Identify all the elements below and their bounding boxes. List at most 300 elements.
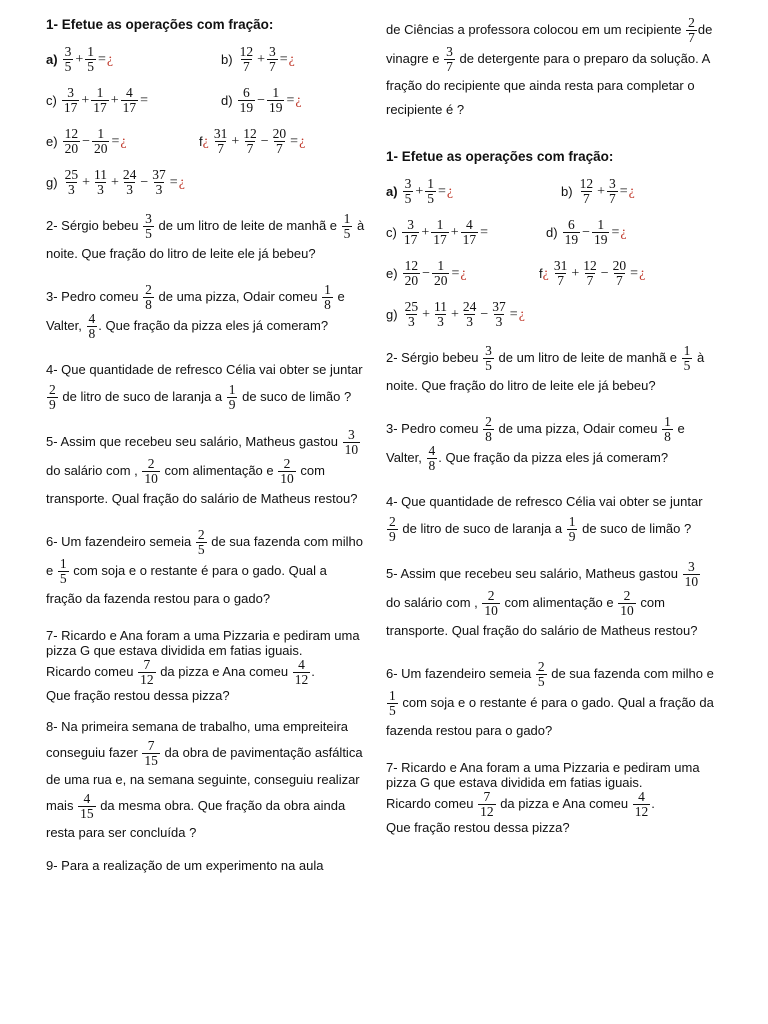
numerator: 3: [404, 176, 412, 191]
denominator: 15: [80, 806, 94, 821]
numerator: 3: [64, 44, 72, 59]
item-label: c): [386, 225, 397, 240]
question-text: Que fração restou dessa pizza?: [386, 820, 570, 835]
denominator: 8: [428, 458, 436, 473]
question-text: de uma pizza, Odair comeu: [158, 288, 318, 304]
question-text: 5- Assim que recebeu seu salário, Matheus gastou: [386, 565, 678, 581]
question-text: de litro de suco de laranja a: [62, 388, 223, 404]
denominator: 7: [557, 273, 564, 288]
question-7: [46, 628, 366, 705]
numerator: 24: [122, 167, 137, 182]
item-label: b): [561, 184, 573, 199]
fraction: [293, 658, 311, 687]
fraction: [403, 300, 421, 329]
question-text: 7- Ricardo e Ana foram a uma Pizzaria e pediram uma pizza G que estava dividida em fatias iguais.: [46, 628, 360, 658]
denominator: 20: [404, 273, 419, 288]
numerator: 1: [568, 514, 576, 529]
item-label: e): [386, 266, 398, 281]
operations-row: [386, 217, 716, 248]
denominator: 7: [616, 273, 623, 288]
question-text: .: [651, 795, 655, 811]
item-label: a): [386, 184, 398, 199]
missing-glyph: ¿: [446, 183, 454, 199]
equals-sign: =: [286, 92, 295, 108]
question-text: com transporte. Qual fração do salário de Matheus restou?: [46, 462, 358, 506]
fraction: [425, 177, 436, 206]
question-text: de um litro de leite de manhã e: [498, 349, 678, 365]
missing-glyph: ¿: [106, 51, 114, 67]
fraction: [121, 86, 139, 115]
operation-c: [386, 218, 546, 247]
missing-glyph: ¿: [120, 133, 127, 149]
fraction: [150, 168, 168, 197]
fraction: [403, 259, 421, 288]
denominator: 7: [586, 273, 594, 288]
denominator: 10: [344, 442, 359, 457]
equals-sign: =: [279, 51, 288, 67]
question-text: de uma pizza, Odair comeu: [498, 420, 658, 436]
fraction: [431, 218, 449, 247]
equals-sign: =: [480, 224, 489, 240]
question-7: [386, 760, 716, 837]
denominator: 5: [404, 191, 412, 206]
fraction: [662, 415, 673, 444]
denominator: 5: [197, 542, 205, 557]
question-text: do salário com ,: [386, 594, 478, 610]
plus-sign: +: [597, 183, 605, 199]
operations-list: [46, 44, 366, 198]
question-text: de Ciências a professora colocou em um recipiente: [386, 21, 682, 37]
equals-sign: =: [111, 133, 120, 149]
question-4: [386, 489, 716, 544]
missing-glyph: ¿: [288, 51, 295, 67]
fraction: [432, 259, 450, 288]
numerator: 2: [487, 588, 495, 603]
minus-sign: −: [582, 224, 590, 240]
numerator: 11: [93, 167, 107, 182]
fraction: [581, 259, 599, 288]
numerator: 4: [466, 217, 473, 232]
fraction: [482, 589, 500, 618]
fraction: [143, 212, 154, 241]
question-6: [46, 528, 366, 612]
question-5: [46, 428, 366, 512]
denominator: 17: [93, 100, 107, 115]
numerator: 25: [404, 299, 419, 314]
denominator: 17: [122, 100, 137, 115]
right-column: [386, 16, 716, 847]
plus-sign: +: [571, 265, 580, 281]
question-text: e Valter,: [46, 288, 345, 333]
denominator: 9: [49, 397, 56, 412]
fraction: [142, 739, 160, 768]
question-text: 4- Que quantidade de refresco Célia vai obter se juntar: [386, 494, 703, 509]
item-label: d): [546, 225, 558, 240]
question-5: [386, 560, 716, 644]
fraction: [342, 212, 353, 241]
numerator: 3: [446, 44, 453, 59]
item-label: a): [46, 52, 58, 67]
denominator: 5: [683, 358, 691, 373]
denominator: 12: [480, 804, 494, 819]
denominator: 8: [485, 429, 492, 444]
denominator: 5: [343, 226, 351, 241]
numerator: 37: [152, 167, 166, 182]
numerator: 12: [583, 258, 597, 273]
fraction: [238, 45, 256, 74]
denominator: 3: [495, 314, 503, 329]
numerator: 7: [483, 789, 491, 804]
question-9-continued: [386, 16, 716, 122]
fraction: [490, 300, 508, 329]
question-text: . Que fração da pizza eles já comeram?: [438, 449, 669, 465]
denominator: 8: [88, 326, 96, 341]
fraction: [432, 300, 449, 329]
denominator: 12: [294, 672, 309, 687]
denominator: 10: [280, 471, 294, 486]
question-text: de detergente para o preparo da solução. A fração do recipiente que ainda resta para completar o recipiente é ?: [386, 50, 710, 117]
denominator: 3: [67, 182, 75, 197]
fraction: [92, 168, 109, 197]
numerator: 12: [579, 176, 594, 191]
denominator: 20: [93, 141, 108, 156]
denominator: 20: [433, 273, 448, 288]
question-3: [46, 283, 366, 341]
fraction: [552, 259, 570, 288]
question-text: com soja e o restante é para o gado. Qual a fração da fazenda restou para o gado?: [46, 562, 327, 606]
minus-sign: −: [260, 133, 269, 149]
question-text: de suco de limão ?: [582, 520, 692, 536]
plus-sign: +: [82, 174, 90, 190]
denominator: 9: [389, 529, 396, 544]
numerator: 1: [389, 688, 396, 703]
numerator: 7: [143, 657, 151, 672]
numerator: 1: [87, 44, 94, 59]
numerator: 1: [664, 414, 671, 429]
question-text: de sua fazenda com milho e: [551, 665, 714, 681]
denominator: 12: [634, 804, 649, 819]
equals-sign: =: [97, 51, 106, 67]
denominator: 7: [246, 141, 254, 156]
numerator: 12: [239, 44, 254, 59]
question-text: de litro de suco de laranja a: [402, 520, 563, 536]
fraction: [322, 283, 333, 312]
denominator: 5: [427, 191, 434, 206]
fraction: [63, 127, 81, 156]
denominator: 7: [242, 59, 250, 74]
question-text: com transporte. Qual fração do salário de Matheus restou?: [386, 594, 698, 638]
numerator: 4: [126, 85, 133, 100]
question-text: da mesma obra. Que fração da obra ainda resta para ser concluída ?: [46, 797, 346, 840]
plus-sign: +: [75, 51, 84, 67]
question-2: [386, 344, 716, 399]
question-8: [46, 715, 366, 845]
numerator: 1: [683, 343, 691, 358]
fraction: [343, 428, 361, 457]
item-label: f: [539, 266, 543, 281]
minus-sign: −: [257, 92, 265, 108]
equals-sign: =: [451, 265, 460, 281]
equals-sign: =: [290, 133, 299, 149]
fraction: [58, 557, 69, 586]
denominator: 5: [64, 59, 72, 74]
missing-glyph: ¿: [639, 265, 646, 281]
question-text: 7- Ricardo e Ana foram a uma Pizzaria e pediram uma pizza G que estava dividida em fatias iguais.: [386, 760, 700, 790]
fraction: [387, 689, 398, 718]
fraction: [62, 86, 80, 115]
operations-row: [46, 85, 366, 116]
operation-g: [46, 168, 185, 197]
question-text: Que fração restou dessa pizza?: [46, 688, 230, 703]
denominator: 19: [239, 100, 254, 115]
equals-sign: =: [437, 183, 446, 199]
fraction: [478, 790, 496, 819]
denominator: 19: [268, 100, 283, 115]
fraction: [238, 86, 256, 115]
denominator: 10: [684, 574, 699, 589]
item-label: g): [386, 307, 398, 322]
fraction: [121, 168, 139, 197]
fraction: [271, 127, 289, 156]
missing-glyph: ¿: [299, 133, 306, 149]
operations-row: [46, 167, 366, 198]
numerator: 1: [597, 217, 605, 232]
equals-sign: =: [509, 306, 518, 322]
fraction: [387, 515, 398, 544]
denominator: 8: [664, 429, 671, 444]
plus-sign: +: [422, 306, 430, 322]
numerator: 1: [59, 556, 67, 571]
question-text: Ricardo comeu: [386, 795, 474, 811]
missing-glyph: ¿: [178, 174, 185, 190]
fraction: [143, 283, 154, 312]
numerator: 2: [147, 456, 155, 471]
operation-g: [386, 300, 525, 329]
fraction: [63, 168, 81, 197]
question-text: 2- Sérgio bebeu: [46, 217, 139, 233]
question-text: .: [311, 663, 315, 679]
plus-sign: +: [231, 133, 240, 149]
numerator: 2: [485, 414, 492, 429]
fraction: [142, 457, 160, 486]
fraction: [212, 127, 230, 156]
numerator: 11: [433, 299, 447, 314]
fraction: [578, 177, 596, 206]
plus-sign: +: [257, 51, 265, 67]
fraction: [633, 790, 651, 819]
numerator: 1: [228, 382, 236, 397]
denominator: 5: [485, 358, 492, 373]
denominator: 3: [407, 314, 415, 329]
denominator: 7: [582, 191, 590, 206]
fraction: [227, 383, 238, 412]
operations-row: [386, 176, 716, 207]
numerator: 2: [389, 514, 396, 529]
question-text: com alimentação e: [504, 594, 614, 610]
numerator: 1: [324, 282, 331, 297]
denominator: 17: [433, 232, 447, 247]
fraction: [241, 127, 259, 156]
denominator: 7: [688, 30, 695, 45]
fraction: [278, 457, 296, 486]
fraction: [267, 45, 278, 74]
operations-list: [386, 176, 716, 330]
numerator: 3: [485, 343, 492, 358]
numerator: 1: [272, 85, 280, 100]
operation-e: [386, 259, 539, 288]
numerator: 6: [567, 217, 575, 232]
numerator: 2: [537, 659, 545, 674]
numerator: 1: [436, 217, 444, 232]
denominator: 19: [564, 232, 579, 247]
equals-sign: =: [630, 265, 639, 281]
denominator: 7: [276, 141, 283, 156]
question-text: do salário com ,: [46, 462, 138, 478]
denominator: 17: [403, 232, 418, 247]
denominator: 10: [484, 603, 498, 618]
question-text: 6- Um fazendeiro semeia: [46, 533, 192, 549]
numerator: 2: [623, 588, 631, 603]
fraction: [402, 218, 420, 247]
question-text: e Valter,: [386, 420, 685, 465]
denominator: 9: [228, 397, 236, 412]
operation-b: [221, 45, 295, 74]
fraction: [483, 344, 494, 373]
item-label: b): [221, 52, 233, 67]
fraction: [611, 259, 629, 288]
fraction: [592, 218, 610, 247]
minus-sign: −: [600, 265, 609, 281]
question-text: de sua fazenda com milho e: [46, 533, 363, 578]
fraction: [563, 218, 581, 247]
denominator: 5: [389, 703, 396, 718]
question-2: [46, 212, 366, 267]
section-title: 1- Efetue as operações com fração:: [386, 149, 614, 164]
fraction: [461, 218, 479, 247]
numerator: 1: [343, 211, 351, 226]
minus-sign: −: [422, 265, 430, 281]
denominator: 9: [568, 529, 576, 544]
numerator: 3: [608, 176, 616, 191]
fraction: [686, 16, 697, 45]
missing-glyph: ¿: [202, 133, 209, 149]
fraction: [47, 383, 58, 412]
denominator: 3: [126, 182, 133, 197]
denominator: 7: [268, 59, 276, 74]
denominator: 12: [140, 672, 154, 687]
numerator: 3: [347, 427, 355, 442]
operation-c: [46, 86, 221, 115]
equals-sign: =: [619, 183, 628, 199]
question-text: Ricardo comeu: [46, 663, 134, 679]
denominator: 5: [59, 571, 67, 586]
numerator: 4: [83, 791, 91, 806]
numerator: 4: [428, 443, 436, 458]
plus-sign: +: [81, 92, 90, 108]
missing-glyph: ¿: [628, 183, 635, 199]
fraction: [618, 589, 636, 618]
fraction: [683, 560, 701, 589]
fraction: [536, 660, 547, 689]
numerator: 24: [462, 299, 477, 314]
missing-glyph: ¿: [460, 265, 467, 281]
numerator: 31: [213, 126, 228, 141]
fraction: [682, 344, 693, 373]
plus-sign: +: [450, 306, 459, 322]
numerator: 4: [298, 657, 305, 672]
operation-d: [221, 86, 302, 115]
plus-sign: +: [110, 174, 119, 190]
denominator: 10: [144, 471, 158, 486]
fraction: [567, 515, 578, 544]
numerator: 12: [64, 126, 79, 141]
question-text: 6- Um fazendeiro semeia: [386, 665, 532, 681]
numerator: 25: [64, 167, 79, 182]
question-text: 9- Para a realização de um experimento na aula: [46, 858, 324, 873]
fraction: [444, 45, 455, 74]
denominator: 15: [144, 753, 158, 768]
item-label: c): [46, 93, 57, 108]
numerator: 6: [242, 85, 250, 100]
operation-f: [539, 259, 645, 288]
plus-sign: +: [415, 183, 424, 199]
numerator: 31: [553, 258, 568, 273]
fraction: [138, 658, 156, 687]
numerator: 4: [88, 311, 96, 326]
question-text: 4- Que quantidade de refresco Célia vai obter se juntar: [46, 362, 363, 377]
fraction: [85, 45, 96, 74]
question-text: com soja e o restante é para o gado. Qual a fração da fazenda restou para o gado?: [386, 694, 714, 738]
question-text: 3- Pedro comeu: [386, 420, 479, 436]
question-text: 5- Assim que recebeu seu salário, Matheus gastou: [46, 433, 338, 449]
operation-e: [46, 127, 199, 156]
denominator: 5: [145, 226, 152, 241]
numerator: 3: [687, 559, 695, 574]
denominator: 10: [620, 603, 634, 618]
denominator: 3: [437, 314, 444, 329]
question-text: de vinagre e: [386, 21, 713, 66]
numerator: 1: [97, 126, 105, 141]
denominator: 7: [217, 141, 224, 156]
denominator: 8: [324, 297, 331, 312]
operation-f: [199, 127, 305, 156]
question-text: 3- Pedro comeu: [46, 288, 139, 304]
denominator: 5: [87, 59, 94, 74]
numerator: 1: [437, 258, 445, 273]
denominator: 17: [462, 232, 477, 247]
fraction: [91, 86, 109, 115]
numerator: 12: [243, 126, 257, 141]
numerator: 20: [272, 126, 287, 141]
item-label: d): [221, 93, 233, 108]
fraction: [607, 177, 618, 206]
fraction: [267, 86, 285, 115]
denominator: 20: [64, 141, 79, 156]
question-text: com alimentação e: [164, 462, 274, 478]
numerator: 12: [404, 258, 419, 273]
plus-sign: +: [421, 224, 430, 240]
denominator: 5: [537, 674, 545, 689]
question-text: 2- Sérgio bebeu: [386, 349, 479, 365]
numerator: 3: [268, 44, 276, 59]
fraction: [87, 312, 98, 341]
denominator: 3: [97, 182, 104, 197]
equals-sign: =: [169, 174, 178, 190]
operation-d: [546, 218, 627, 247]
minus-sign: −: [480, 306, 489, 322]
numerator: 3: [67, 85, 74, 100]
numerator: 2: [49, 382, 56, 397]
